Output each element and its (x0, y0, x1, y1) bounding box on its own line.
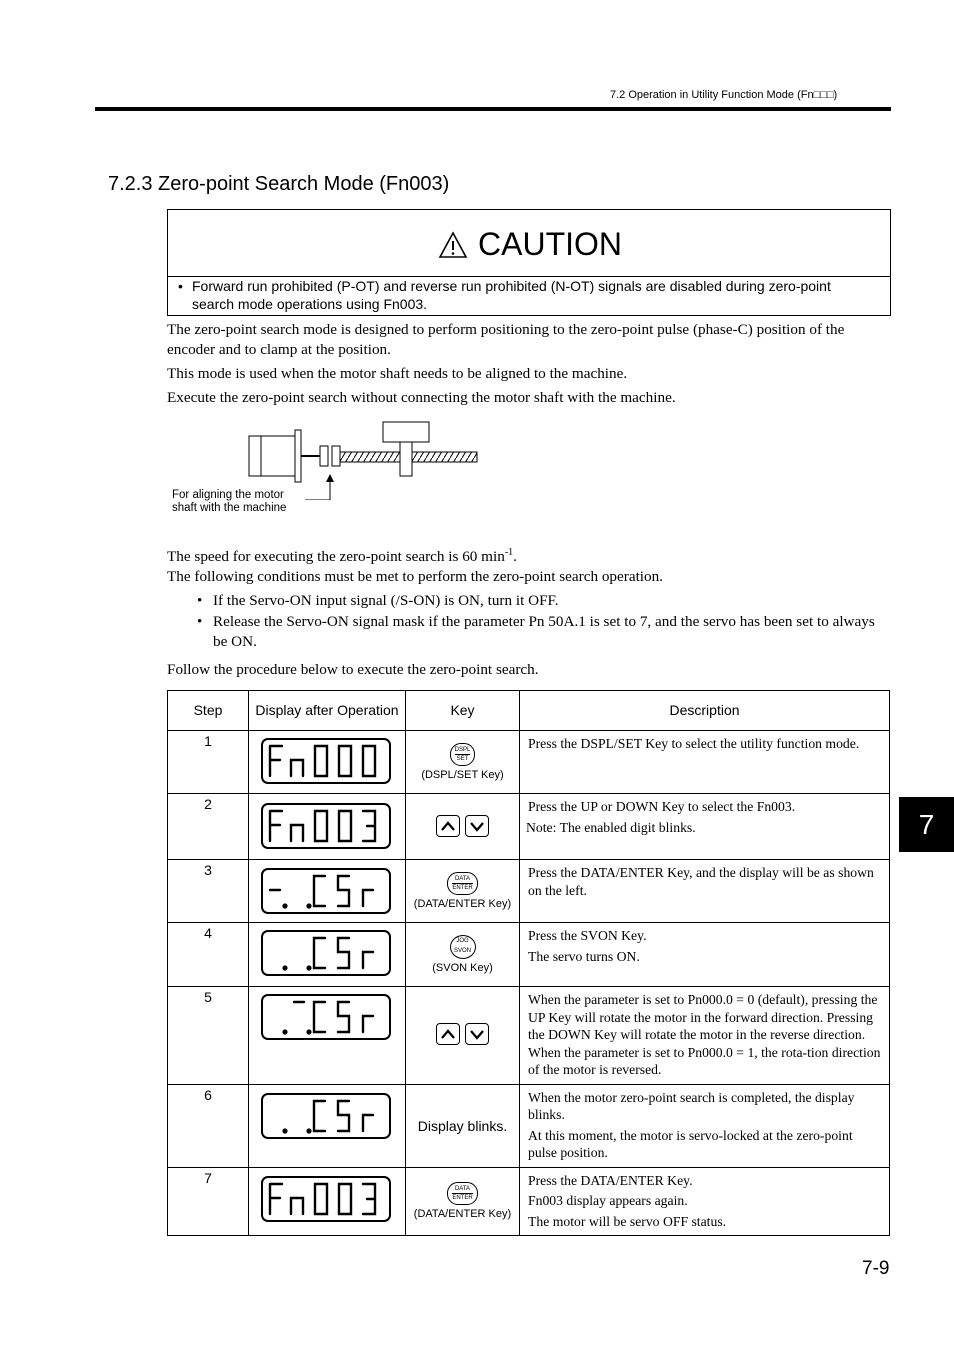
header-display: Display after Operation (249, 691, 406, 731)
seven-segment-display (261, 868, 391, 914)
display-cell (249, 1084, 406, 1167)
bullet-mark: • (178, 278, 183, 294)
description-text: Fn003 display appears again. (528, 1193, 688, 1208)
up-down-keys (436, 815, 489, 837)
leader-line (305, 478, 330, 500)
header-key: Key (406, 691, 520, 731)
paragraph-execute: Execute the zero-point search without connecting the motor shaft with the machine. (167, 389, 676, 406)
step-number: 7 (168, 1167, 249, 1236)
display-cell (249, 987, 406, 1085)
chevron-up-icon (437, 1024, 459, 1044)
caution-heading (438, 226, 622, 263)
motor-flange (295, 430, 301, 482)
display-cell (249, 860, 406, 923)
key-cell (406, 731, 520, 794)
display-cell (249, 923, 406, 987)
chapter-tab: 7 (899, 797, 954, 852)
svon-key[interactable] (450, 935, 476, 959)
key-top-label: DSPL (454, 747, 471, 753)
description-cell (520, 794, 890, 860)
motor-shaft-diagram (240, 418, 485, 500)
description-text: Press the DATA/ENTER Key. (528, 1172, 693, 1188)
condition-text: If the Servo-ON input signal (/S-ON) is ON, turn it OFF. (213, 592, 559, 609)
speed-superscript: -1 (504, 547, 514, 558)
header-rule (95, 107, 891, 111)
key-caption: (DATA/ENTER Key) (413, 1208, 512, 1221)
seven-segment-display (261, 738, 391, 784)
paragraph-speed (167, 543, 892, 567)
speed-tail: . (513, 548, 517, 566)
caution-title: CAUTION (478, 226, 622, 262)
paragraph-procedure: Follow the procedure below to execute the zero-point search. (167, 661, 539, 678)
description-cell (520, 923, 890, 987)
up-key[interactable] (436, 815, 460, 837)
condition-item (197, 591, 877, 611)
caution-bullet (178, 277, 868, 313)
caution-box (167, 209, 891, 316)
data-enter-key[interactable] (447, 872, 477, 895)
display-cell (249, 731, 406, 794)
key-caption: (SVON Key) (432, 962, 493, 974)
key-top-label: DATA (454, 876, 471, 882)
figure-caption-line: shaft with the machine (172, 502, 287, 514)
caution-text: Forward run prohibited (P-OT) and reverse run prohibited (N-OT) signals are disabled during zero-point search mode operations using Fn003. (192, 278, 831, 312)
description-text: Press the DSPL/SET Key to select the utility function mode. (528, 736, 860, 751)
coupling-right (332, 446, 340, 466)
step-number: 5 (168, 987, 249, 1085)
section-title: 7.2.3 Zero-point Search Mode (Fn003) (108, 173, 450, 195)
seven-segment-display (261, 1176, 391, 1222)
key-cell (406, 794, 520, 860)
description-text: At this moment, the motor is servo-locked at the zero-point pulse position. (528, 1127, 853, 1160)
key-cell (406, 1167, 520, 1236)
description-cell (520, 987, 890, 1085)
table-row (168, 923, 890, 987)
procedure-table (167, 690, 890, 1236)
seven-segment-display (261, 994, 391, 1040)
description-text: Press the UP or DOWN Key to select the Fn003. (528, 799, 796, 814)
table-row (168, 860, 890, 923)
figure-caption (172, 489, 286, 515)
description-text: The motor will be servo OFF status. (528, 1213, 727, 1229)
condition-item (197, 612, 877, 652)
key-top-label: DATA (454, 1186, 471, 1193)
paragraph-intro: The zero-point search mode is designed to perform positioning to the zero-point pulse (phase-C) position of the encoder and to clamp at the position. (167, 321, 845, 358)
step-number: 2 (168, 794, 249, 860)
machine-table (383, 422, 429, 442)
description-cell (520, 860, 890, 923)
description-text: When the parameter is set to Pn000.0 = 0 (default), pressing the UP Key will rotate the motor in the forward direction. Pressing the DOWN Key will rotate the motor in the reverse direction. When the parameter is set to Pn000.0 = 1, the rota-tion direction of the motor is reversed. (528, 992, 881, 1077)
figure-caption-line: For aligning the motor (172, 489, 284, 501)
running-head: 7.2 Operation in Utility Function Mode (Fn□□□) (610, 89, 838, 101)
screw-nut (400, 442, 412, 476)
table-row (168, 1167, 890, 1236)
dspl-set-key[interactable] (450, 743, 476, 766)
key-cell (406, 987, 520, 1085)
bullet-mark: • (197, 592, 203, 609)
table-header-row (168, 691, 890, 731)
seven-segment-display (261, 1093, 391, 1139)
page-number: 7-9 (862, 1258, 890, 1279)
table-row (168, 987, 890, 1085)
warning-triangle-icon (438, 231, 468, 259)
down-key[interactable] (465, 1023, 489, 1045)
key-note: Display blinks. (417, 1117, 508, 1134)
up-key[interactable] (436, 1023, 460, 1045)
description-text: The servo turns ON. (528, 948, 640, 964)
step-number: 3 (168, 860, 249, 923)
description-cell (520, 1084, 890, 1167)
description-cell (520, 1167, 890, 1236)
data-enter-key[interactable] (447, 1182, 477, 1205)
key-bottom-label: ENTER (452, 885, 473, 891)
description-text: Press the DATA/ENTER Key, and the display will be as shown on the left. (528, 865, 874, 898)
paragraph-usage: This mode is used when the motor shaft needs to be aligned to the machine. (167, 365, 628, 382)
display-cell (249, 1167, 406, 1236)
paragraph-conditions: The following conditions must be met to perform the zero-point search operation. (167, 568, 663, 585)
description-cell (520, 731, 890, 794)
seven-segment-display (261, 803, 391, 849)
key-bottom-label: SET (455, 754, 471, 763)
chevron-down-icon (466, 816, 488, 836)
key-caption: (DSPL/SET Key) (421, 769, 504, 781)
key-cell (406, 1084, 520, 1167)
display-cell (249, 794, 406, 860)
up-down-keys (436, 1023, 489, 1045)
down-key[interactable] (465, 815, 489, 837)
key-bottom-label: ENTER (452, 1195, 473, 1202)
description-note: Note: The enabled digit blinks. (526, 819, 696, 835)
motor-body (249, 436, 295, 476)
step-number: 4 (168, 923, 249, 987)
coupling-left (320, 446, 328, 466)
seven-segment-display (261, 930, 391, 976)
key-cell (406, 860, 520, 923)
key-top-label: JOG (456, 938, 469, 944)
chevron-up-icon (437, 816, 459, 836)
chevron-down-icon (466, 1024, 488, 1044)
step-number: 6 (168, 1084, 249, 1167)
arrowhead (326, 474, 334, 482)
header-step: Step (168, 691, 249, 731)
key-cell (406, 923, 520, 987)
condition-text: Release the Servo-ON signal mask if the parameter Pn 50A.1 is set to 7, and the servo has been set to always be ON. (213, 613, 875, 650)
header-description: Description (520, 691, 890, 731)
key-caption: (DATA/ENTER Key) (413, 898, 512, 910)
description-text: When the motor zero-point search is completed, the display blinks. (528, 1089, 855, 1122)
table-row (168, 1084, 890, 1167)
key-bottom-label: SVON (453, 948, 471, 954)
table-row (168, 731, 890, 794)
bullet-mark: • (197, 613, 203, 630)
description-text: Press the SVON Key. (528, 928, 647, 943)
table-row (168, 794, 890, 860)
speed-text: The speed for executing the zero-point search is 60 min (167, 548, 505, 566)
step-number: 1 (168, 731, 249, 794)
